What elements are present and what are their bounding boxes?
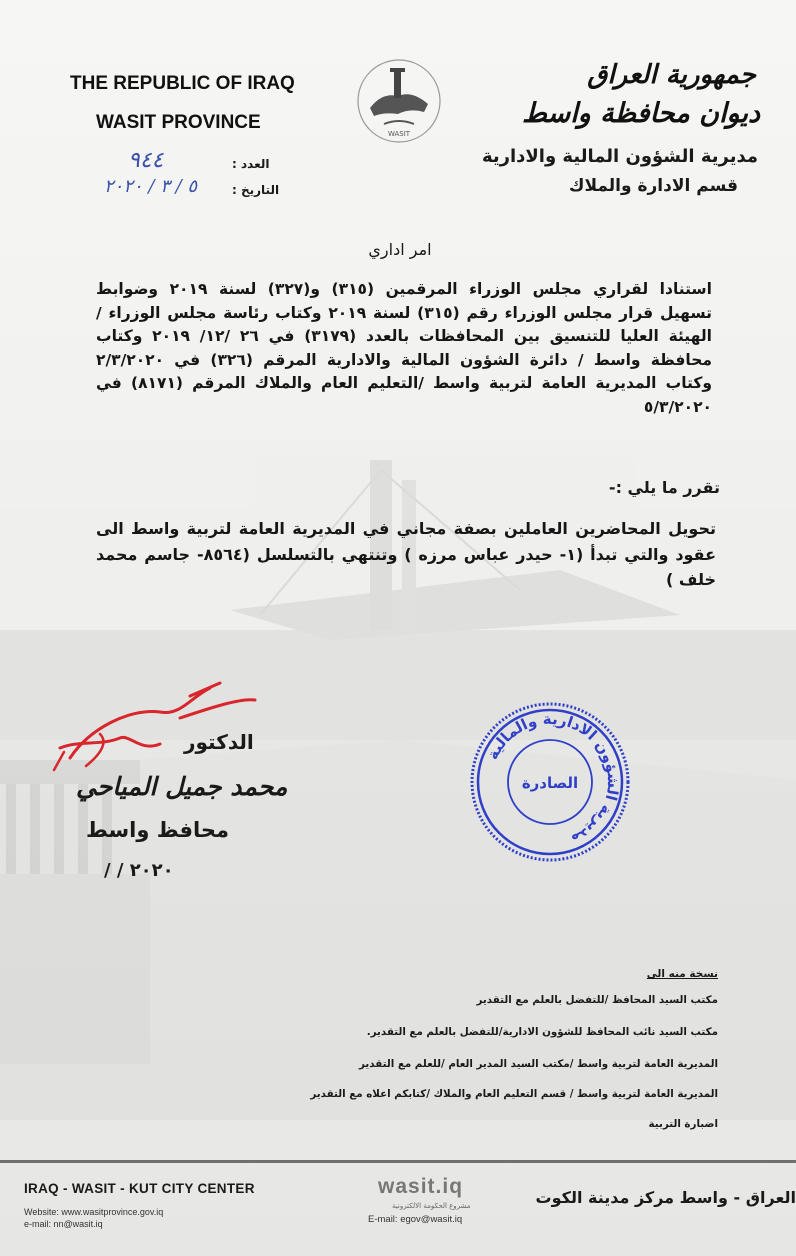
svg-text:WASIT: WASIT — [387, 130, 411, 138]
copy-recipient: المديرية العامة لتربية واسط /مكتب السيد المدير العام /للعلم مع التقدير — [359, 1058, 718, 1070]
document-body: استنادا لقراري مجلس الوزراء المرقمين (٣١٥) و(٣٢٧) لسنة ٢٠١٩ وضوابط تسهيل قرار مجلس الوزراء رقم (٣١٥) لسنة ٢٠١٩ وكتاب رئاسة مجلس الوزراء /الهيئة العليا للتنسيق بين المحافظات بالعدد (٣١٧٩) في ٢٦ /١٢/ ٢٠١٩ وكتاب محافظة واسط / دائرة الشؤون المالية والادارية المرقم (٣٢٦) في ٢/٣/٢٠٢٠ وكتاب المديرية العامة لتربية واسط /التعليم العام والملاك المرقم (٨١٧١) في ٥/٣/٢٠٢٠ — [96, 280, 713, 416]
copy-recipient: مكتب السيد نائب المحافظ للشؤون الادارية/للتفضل بالعلم مع التقدير. — [366, 1026, 718, 1038]
signature-date: / / ٢٠٢٠ — [104, 860, 174, 881]
reference-date-value: ٥ / ٣ / ٢٠٢٠ — [104, 176, 198, 197]
header-country-ar: جمهورية العراق — [587, 60, 756, 90]
document-title: امر اداري — [368, 240, 432, 259]
footer-address-ar: العراق - واسط مركز مدينة الكوت — [535, 1188, 796, 1207]
footer-egov-logo: wasit.iq — [378, 1175, 464, 1198]
copy-recipient: مكتب السيد المحافظ /للتفضل بالعلم مع التقدير — [476, 994, 718, 1006]
signature-name: محمد جميل المياحي — [76, 772, 288, 801]
footer-email-left: e-mail: nn@wasit.iq — [24, 1219, 103, 1229]
signature-role: محافظ واسط — [86, 818, 229, 842]
copy-recipient: اضبارة التربية — [648, 1118, 718, 1130]
copy-recipient: المديرية العامة لتربية واسط / قسم التعليم العام والملاك /كتابكم اعلاه مع التقدير — [310, 1088, 718, 1100]
province-emblem-logo — [354, 56, 444, 146]
footer-divider — [0, 1160, 796, 1163]
copies-heading: نسخة منه الى — [646, 968, 718, 980]
footer-email-center: E-mail: egov@wasit.iq — [368, 1214, 463, 1225]
footer-egov-logo-subtitle: مشروع الحكومة الالكترونية — [392, 1202, 471, 1210]
footer-address-en: IRAQ - WASIT - KUT CITY CENTER — [24, 1181, 255, 1196]
header-province-en: WASIT PROVINCE — [96, 112, 261, 133]
header-section-ar: قسم الادارة والملاك — [568, 176, 738, 196]
decision-text: تحويل المحاضرين العاملين بصفة مجاني في المديرية العامة لتربية واسط الى عقود والتي تبدأ (١- حيدر عباس مرزه ) وتنتهي بالتسلسل (٨٥٦٤- جاسم محمد خلف ) — [96, 519, 717, 589]
reference-number-value: ٩٤٤ — [128, 148, 164, 173]
header-department-ar: مديرية الشؤون المالية والادارية — [481, 146, 758, 167]
footer-website: Website: www.wasitprovince.gov.iq — [24, 1207, 164, 1217]
header-country-en: THE REPUBLIC OF IRAQ — [70, 73, 295, 94]
decision-label: تقرر ما يلي :- — [608, 478, 720, 497]
reference-number-label: العدد : — [232, 157, 270, 171]
signature-title: الدكتور — [184, 730, 254, 754]
stamp-outer-text: مديرية الشؤون الادارية والمالية — [483, 709, 623, 850]
reference-date-label: التاريخ : — [232, 183, 280, 197]
official-stamp — [468, 700, 632, 864]
header-office-ar: ديوان محافظة واسط — [521, 98, 760, 129]
stamp-center-text: الصادرة — [521, 774, 579, 792]
